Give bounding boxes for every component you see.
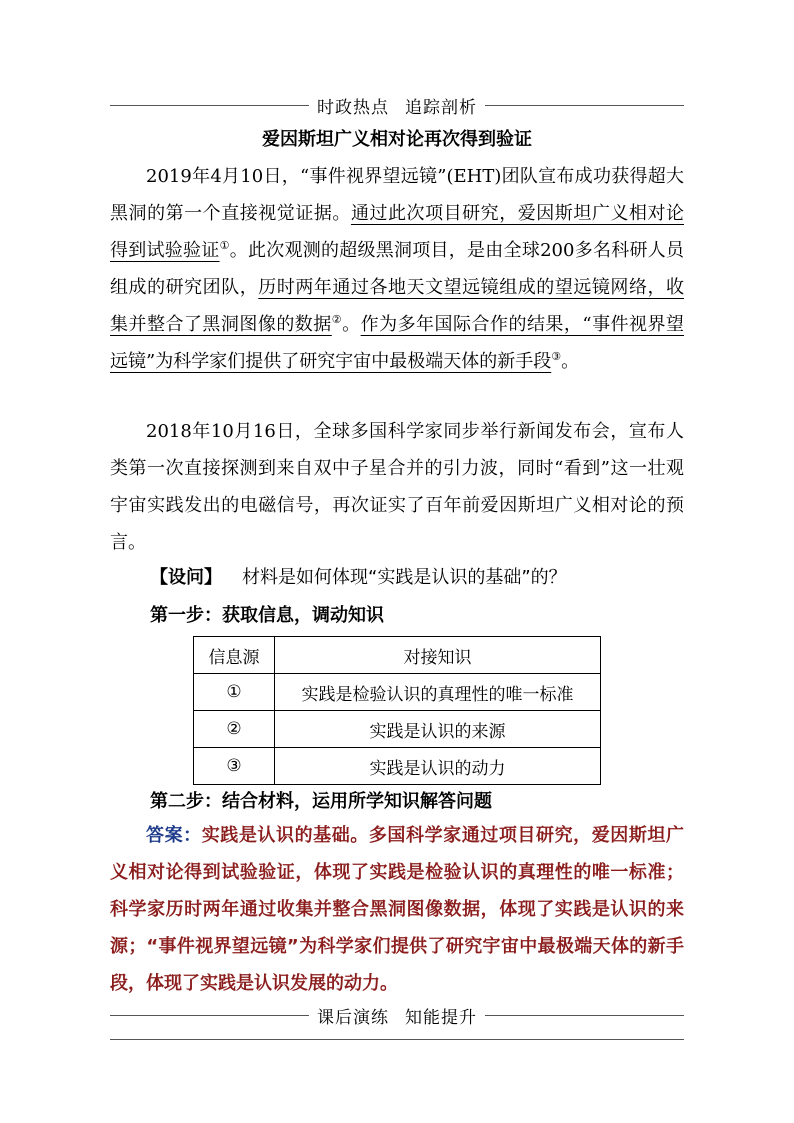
section-title-part2: 追踪剖析 bbox=[405, 97, 477, 118]
footer-title-part2: 知能提升 bbox=[405, 1007, 477, 1028]
step2-heading: 第二步：结合材料，运用所学知识解答问题 bbox=[150, 791, 492, 812]
question-text: 材料是如何体现“实践是认识的基础”的？ bbox=[242, 567, 567, 588]
header-rule-left bbox=[110, 105, 309, 106]
question-label: 【设问】 bbox=[150, 567, 222, 588]
table-header-knowledge: 对接知识 bbox=[275, 637, 601, 674]
section-title bbox=[309, 93, 485, 118]
section-title-part1: 时政热点 bbox=[317, 97, 389, 118]
para1-sentence4: 。 bbox=[561, 351, 580, 372]
table-cell-knowledge: 实践是检验认识的真理性的唯一标准 bbox=[275, 674, 601, 711]
table-cell-knowledge: 实践是认识的动力 bbox=[275, 748, 601, 785]
article-title: 爱因斯坦广义相对论再次得到验证 bbox=[262, 129, 532, 150]
table-cell-source: ③ bbox=[194, 748, 275, 785]
marker-1: ① bbox=[219, 239, 230, 252]
para1-underline1: 通过此次项目研究，爱因斯坦广义相对论得到试验验证 bbox=[110, 203, 685, 261]
question bbox=[150, 563, 567, 589]
step1-heading: 第一步：获取信息，调动知识 bbox=[150, 605, 384, 626]
answer-text: 实践是认识的基础。多国科学家通过项目研究，爱因斯坦广义相对论得到试验验证，体现了实践是检验认识的真理性的唯一标准；科学家历时两年通过收集并整合黑洞图像数据，体现了实践是认识的来源；“事件视界望远镜”为科学家们提供了研究宇宙中最极端天体的新手段，体现了实践是认识发展的动力。 bbox=[110, 825, 685, 994]
table-row bbox=[194, 711, 601, 748]
table-row bbox=[194, 674, 601, 711]
table-cell-knowledge: 实践是认识的来源 bbox=[275, 711, 601, 748]
answer-block bbox=[110, 817, 684, 1002]
header-rule-right bbox=[485, 105, 684, 106]
table-header-source: 信息源 bbox=[194, 637, 275, 674]
paragraph-gravitational-wave: 2018年10月16日，全球多国科学家同步举行新闻发布会，宣布人类第一次直接探测到来自双中子星合并的引力波，同时“看到”这一壮观宇宙实践发出的电磁信号，再次证实了百年前爱因斯坦广义相对论的预言。 bbox=[110, 421, 684, 553]
table-header-row bbox=[194, 637, 601, 674]
footer-section-title bbox=[309, 1003, 485, 1028]
section-header-practice bbox=[110, 1003, 684, 1027]
marker-3: ③ bbox=[551, 350, 562, 363]
section-header-hotspot bbox=[110, 93, 684, 117]
para1-underline2: 历时两年通过各地天文望远镜组成的望远镜网络，收集并整合了黑洞图像的数据 bbox=[110, 277, 685, 335]
answer-label: 答案： bbox=[146, 825, 202, 846]
para1-sentence3: 。 bbox=[342, 314, 361, 335]
table-row bbox=[194, 748, 601, 785]
footer-rule-left bbox=[110, 1015, 309, 1016]
para1-sentence1: 2019年4月10日，“事件视界望远镜”(EHT)团队宣布成功获得超大黑洞的第一个直接视觉证据。 bbox=[110, 166, 684, 224]
marker-2: ② bbox=[331, 313, 343, 326]
footer-rule-right bbox=[485, 1015, 684, 1016]
table-cell-source: ① bbox=[194, 674, 275, 711]
bottom-divider bbox=[110, 1039, 684, 1040]
paragraph-eht bbox=[110, 158, 684, 380]
info-table bbox=[193, 636, 601, 785]
table-cell-source: ② bbox=[194, 711, 275, 748]
para1-underline3: 作为多年国际合作的结果，“事件视界望远镜”为科学家们提供了研究宇宙中最极端天体的新手段 bbox=[110, 314, 684, 372]
footer-title-part1: 课后演练 bbox=[317, 1007, 389, 1028]
para1-sentence2: 。此次观测的超级黑洞项目，是由全球200多名科研人员组成的研究团队， bbox=[110, 240, 684, 298]
